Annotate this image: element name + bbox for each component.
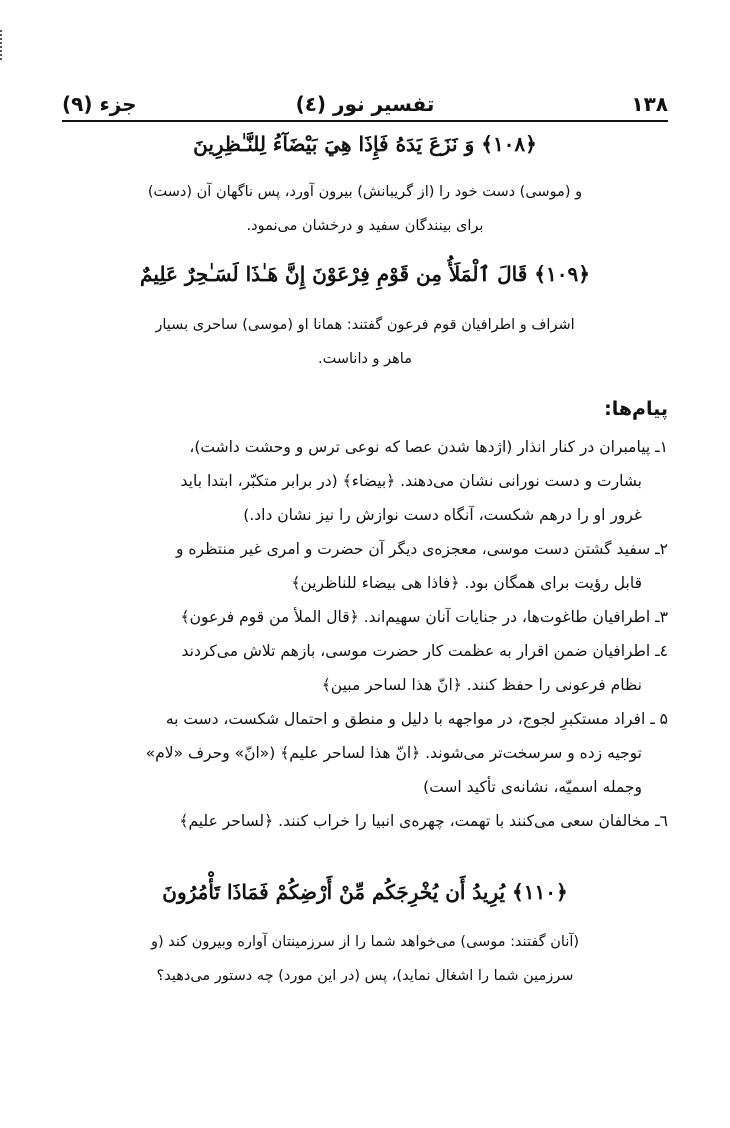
translation-line: و (موسی) دست خود را (از گریبانش) بیرون آورد، پس ناگهان آن (دست) [147, 184, 583, 200]
messages-list [62, 430, 668, 838]
verse-109-translation [70, 308, 660, 376]
page-header [62, 86, 668, 122]
verse-110: ﴿۱۱۰﴾ يُرِيدُ أَن يُخْرِجَكُم مِّنْ أَرْضِكُمْ فَمَاذَا تَأْمُرُونَ [162, 880, 568, 904]
verse-109: ﴿۱۰۹﴾ قَالَ ٱلْمَلَأُ مِن قَوْمِ فِرْعَوْنَ إِنَّ هَـٰذَا لَسَـٰحِرٌ عَلِيمٌ [140, 262, 590, 286]
message-item [62, 600, 668, 634]
translation-line: برای بینندگان سفید و درخشان می‌نمود. [246, 218, 484, 234]
translation-line: ماهر و داناست. [318, 351, 412, 367]
message-line: ۲ـ سفید گشتن دست موسی، معجزه‌ی دیگر آن حضرت و امری غیر منتظره و [176, 540, 668, 558]
messages-heading: پیام‌ها: [604, 398, 668, 420]
message-item [62, 430, 668, 532]
message-line: نظام فرعونی را حفظ کنند. ﴿انّ هذا لساحر مبین﴾ [321, 676, 642, 694]
message-item [62, 804, 668, 838]
book-title: تفسیر نور (٤) [295, 92, 435, 116]
message-item [62, 634, 668, 702]
message-line: غرور او را درهم شکست، آنگاه دست نوازش را نیز نشان داد.) [243, 506, 642, 524]
message-line: بشارت و دست نورانی نشان می‌دهند. ﴿بیضاء﴾ (در برابر متکبّر، ابتدا باید [180, 472, 642, 490]
translation-line: (آنان گفتند: موسی) می‌خواهد شما را از سرزمینتان آواره وبیرون کند (و [150, 934, 580, 950]
verse-110-translation [70, 925, 660, 993]
message-line: ۳ـ اطرافیان طاغوت‌ها، در جنایات آنان سهیم‌اند. ﴿قال الملأ من قوم فرعون﴾ [180, 608, 668, 626]
message-line: وجمله اسمیّه، نشانه‌ی تأکید است) [423, 778, 642, 796]
verse-108-translation [70, 175, 660, 243]
juz-label: جزء (۹) [62, 92, 137, 116]
page-number: ۱۳۸ [631, 92, 668, 116]
message-line: توجیه زده و سرسخت‌تر می‌شوند. ﴿انّ هذا لساحر علیم﴾ («انّ» وحرف «لام» [145, 744, 642, 762]
translation-line: سرزمین شما را اشغال نماید)، پس (در این مورد) چه دستور می‌دهید؟ [156, 968, 574, 984]
binding-mark [0, 30, 5, 60]
message-line: ٦ـ مخالفان سعی می‌کنند با تهمت، چهره‌ی انبیا را خراب کنند. ﴿لساحر علیم﴾ [179, 812, 668, 830]
message-line: ٤ـ اطرافیان ضمن اقرار به عظمت کار حضرت موسی، بازهم تلاش می‌کردند [181, 642, 668, 660]
message-line: قابل رؤیت برای همگان بود. ﴿فاذا هی بیضاء للناظرین﴾ [291, 574, 642, 592]
message-item [62, 532, 668, 600]
translation-line: اشراف و اطرافیان قوم فرعون گفتند: همانا او (موسی) ساحری بسیار [155, 317, 575, 333]
verse-108: ﴿۱۰۸﴾ وَ نَزَعَ يَدَهُ فَإِذَا هِيَ بَيْضَآءُ لِلنَّـٰظِرِينَ [193, 132, 537, 156]
message-line: ۱ـ پیامبران در کنار انذار (اژدها شدن عصا که نوعی ترس و وحشت داشت)، [189, 438, 668, 456]
message-line: ۵ ـ افراد مستکبرِ لجوج، در مواجهه با دلیل و منطق و احتمال شکست، دست به [165, 710, 668, 728]
message-item [62, 702, 668, 804]
